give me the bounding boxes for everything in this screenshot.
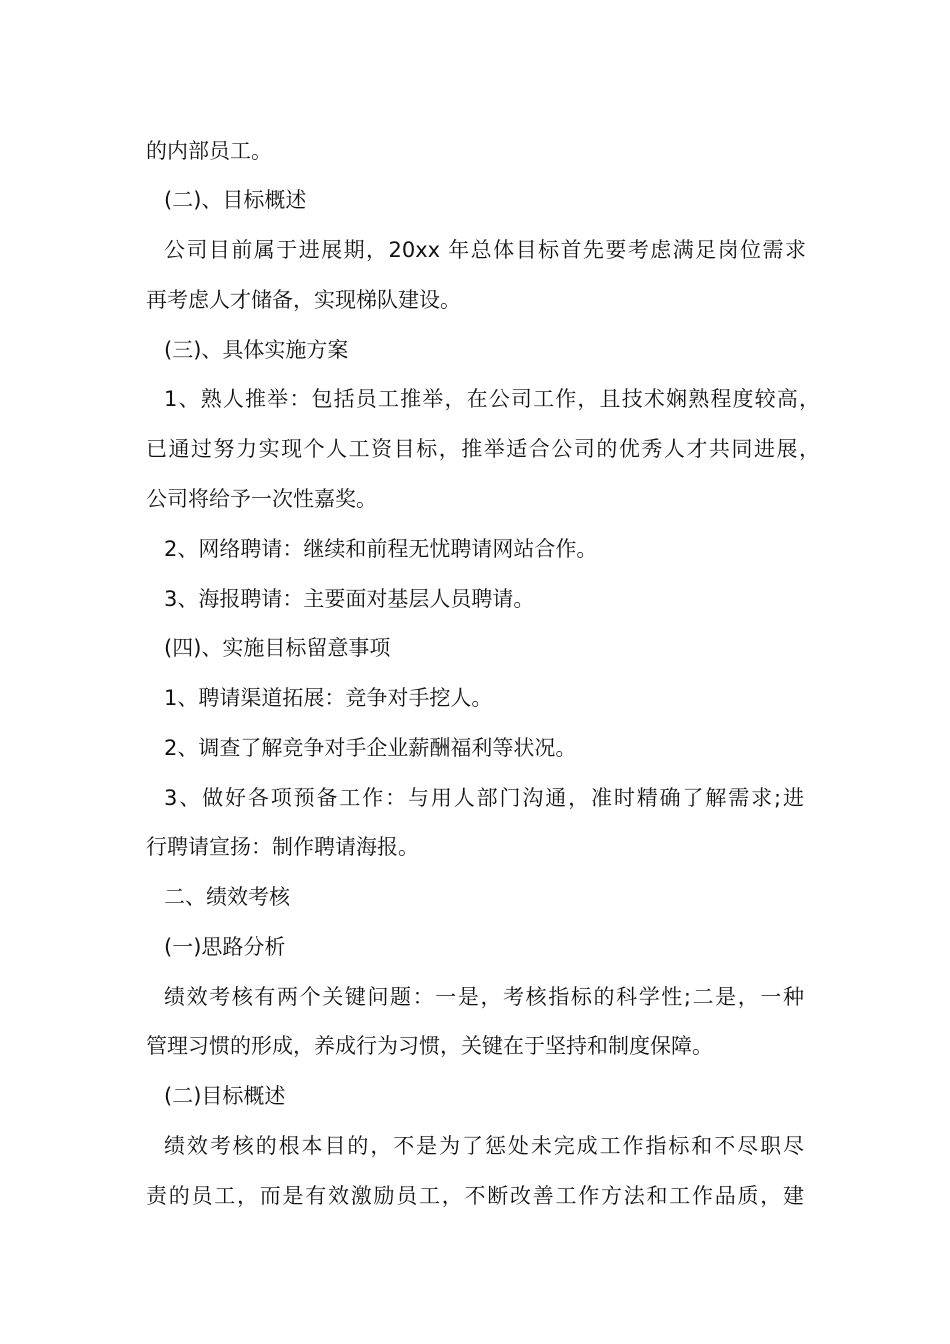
list-item-line: 已通过努力实现个人工资目标，推举适合公司的优秀人才共同进展， — [146, 437, 820, 461]
list-item-line: 3、做好各项预备工作：与用人部门沟通，准时精确了解需求;进 — [164, 786, 804, 810]
section-heading: (一)思路分析 — [164, 935, 286, 959]
list-item-line: 1、熟人推举：包括员工推举，在公司工作，且技术娴熟程度较高， — [164, 387, 820, 411]
list-item: 2、调查了解竞争对手企业薪酬福利等状况。 — [164, 736, 577, 760]
paragraph-line: 绩效考核有两个关键问题：一是，考核指标的科学性;二是，一种 — [164, 985, 804, 1009]
list-item-line: 公司将给予一次性嘉奖。 — [146, 487, 377, 511]
section-heading: (二)目标概述 — [164, 1084, 286, 1108]
section-heading: (四)、实施目标留意事项 — [164, 636, 391, 660]
chapter-heading: 二、绩效考核 — [164, 885, 290, 909]
paragraph-line: 公司目前属于进展期，20xx 年总体目标首先要考虑满足岗位需求 — [164, 238, 806, 262]
list-item: 3、海报聘请：主要面对基层人员聘请。 — [164, 587, 535, 611]
paragraph-line: 绩效考核的根本目的，不是为了惩处未完成工作指标和不尽职尽 — [164, 1134, 804, 1158]
paragraph-continuation: 的内部员工。 — [146, 139, 272, 163]
list-item: 2、网络聘请：继续和前程无忧聘请网站合作。 — [164, 537, 598, 561]
section-heading: (三)、具体实施方案 — [164, 338, 349, 362]
section-heading: (二)、目标概述 — [164, 188, 307, 212]
paragraph-line: 再考虑人才储备，实现梯队建设。 — [146, 288, 461, 312]
list-item: 1、聘请渠道拓展：竞争对手挖人。 — [164, 686, 493, 710]
list-item-line: 行聘请宣扬：制作聘请海报。 — [146, 835, 419, 859]
paragraph-line: 责的员工，而是有效激励员工，不断改善工作方法和工作品质，建 — [146, 1184, 804, 1208]
paragraph-line: 管理习惯的形成，养成行为习惯，关键在于坚持和制度保障。 — [146, 1034, 713, 1058]
